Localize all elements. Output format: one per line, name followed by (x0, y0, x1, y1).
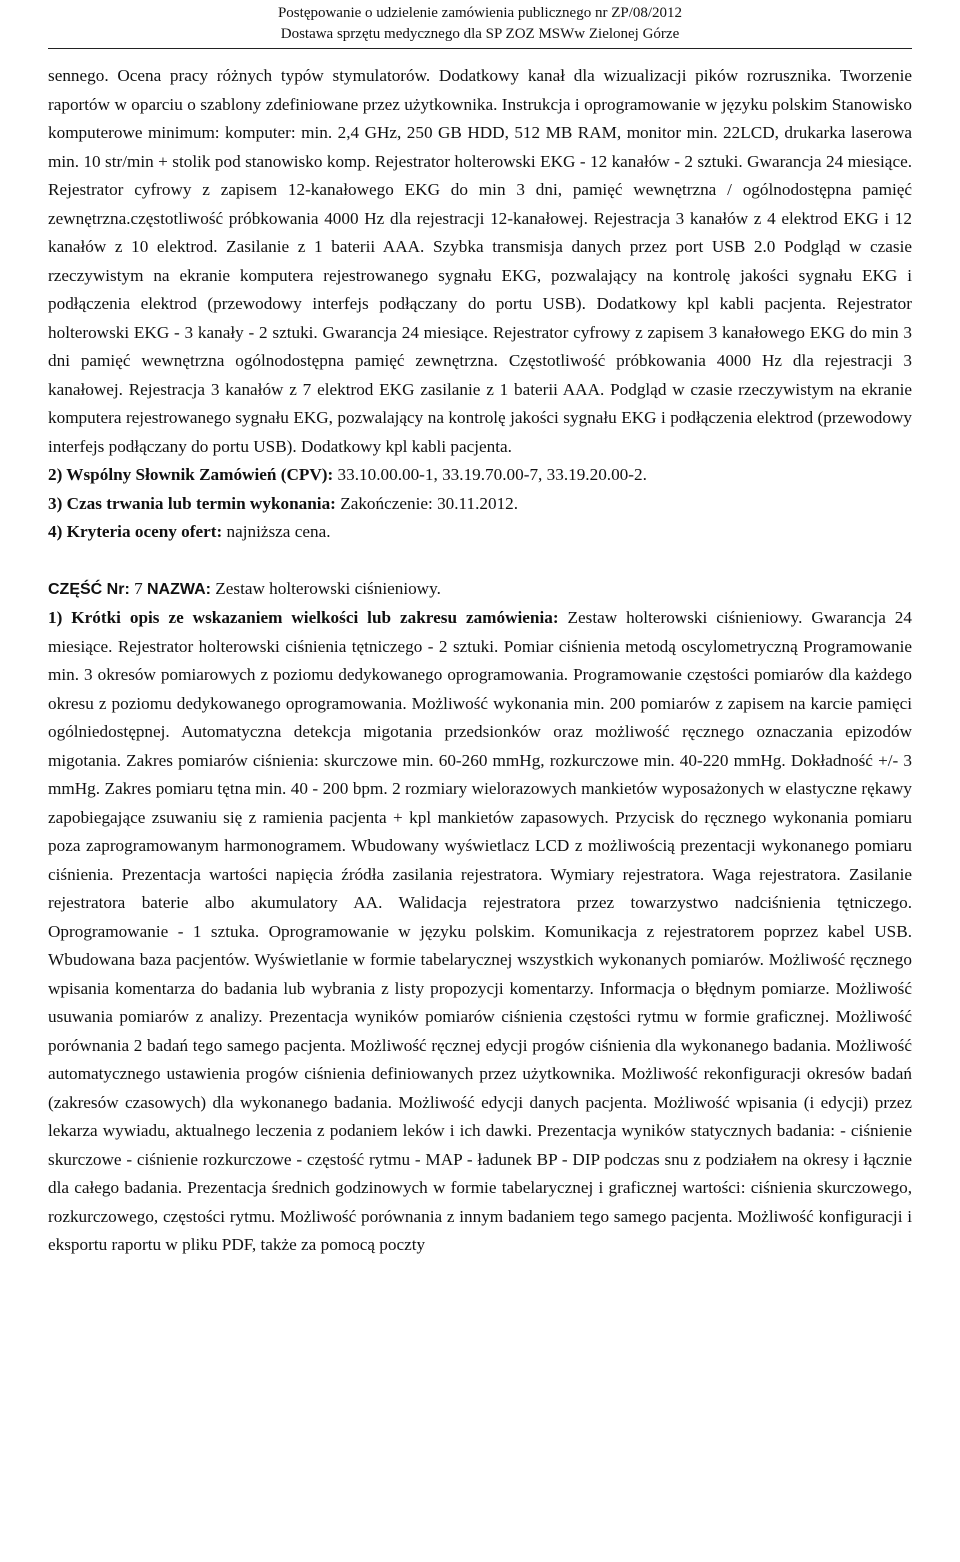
header-divider (48, 48, 912, 49)
short-description-label: 1) Krótki opis ze wskazaniem wielkości lub zakresu zamówienia: (48, 608, 559, 627)
deadline-item (48, 490, 912, 519)
cpv-item (48, 461, 912, 490)
cpv-label: 2) Wspólny Słownik Zamówień (CPV): (48, 465, 334, 484)
criteria-item (48, 518, 912, 547)
part-number-value: 7 (129, 578, 147, 598)
deadline-label: 3) Czas trwania lub termin wykonania: (48, 493, 336, 513)
part-number-label: CZĘŚĆ Nr: (48, 580, 130, 598)
document-body (48, 62, 912, 1260)
part-name-label: NAZWA: (146, 580, 211, 598)
criteria-value: najniższa cena. (222, 522, 331, 541)
part-heading (48, 575, 912, 605)
short-description-text: Zestaw holterowski ciśnieniowy. Gwarancja 24 miesiące. Rejestrator holterowski ciśnienia tętniczego - 2 sztuki. Pomiar ciśnienia metodą oscylometryczną Programowanie min. 3 okresów pomiarowych z poziomu dedykowanego oprogramowania. Programowanie częstości pomiarów dla każdego okresu z poziomu dedykowanego oprogramowania. Możliwość wykonania min. 200 pomiarów z zapisem na karcie pamięci ogólniedostępnej. Automatyczna detekcja migotania przedsionków oraz możliwość ręcznego oznaczania epizodów migotania. Zakres pomiarów ciśnienia: skurczowe min. 60-260 mmHg, rozkurczowe min. 40-220 mmHg. Dokładność +/- 3 mmHg. Zakres pomiaru tętna min. 40 - 200 bpm. 2 rozmiary wielorazowych mankietów wyposażonych w elastyczne rękawy zapobiegające zsuwaniu się z ramienia pacjenta + kpl mankietów zapasowych. Przycisk do ręcznego wykonania pomiaru poza zaprogramowanym harmonogramem. Wbudowany wyświetlacz LCD z możliwością prezentacji wykonanego pomiaru ciśnienia. Prezentacja wartości napięcia źródła zasilania rejestratora. Wymiary rejestratora. Waga rejestratora. Zasilanie rejestratora baterie albo akumulatory AA. Walidacja rejestratora przez towarzystwo nadciśnienia tętniczego. Oprogramowanie - 1 sztuka. Oprogramowanie w języku polskim. Komunikacja z rejestratorem poprzez kabel USB. Wbudowana baza pacjentów. Wyświetlanie w formie tabelarycznej wszystkich wykonanych pomiarów. Możliwość ręcznego wpisania komentarza do badania lub wybrania z listy propozycji komentarzy. Informacja o błędnym pomiarze. Możliwość usuwania pomiarów z analizy. Prezentacja wyników pomiarów ciśnienia częstości rytmu w formie graficznej. Możliwość porównania 2 badań tego samego pacjenta. Możliwość ręcznej edycji progów ciśnienia dla wykonanego badania. Możliwość automatycznego ustawienia progów ciśnienia definiowanych przez użytkownika. Możliwość rekonfiguracji okresów badań (zakresów czasowych) dla wykonanego badania. Możliwość edycji danych pacjenta. Możliwość wpisania (i edycji) przez lekarza wywiadu, aktualnego leczenia z podaniem leków i ich dawki. Prezentacja wyników statycznych badania: - ciśnienie skurczowe - ciśnienie rozkurczowe - częstość rytmu - MAP - ładunek BP - DIP podczas snu z podziałem na okresy i łącznie dla całego badania. Prezentacja średnich godzinowych w formie tabelarycznej i graficznej wartości: ciśnienia skurczowego, rozkurczowego, częstości rytmu. Możliwość porównania z innym badaniem tego samego pacjenta. Możliwość konfiguracji i eksportu raportu w pliku PDF, także za pomocą poczty (48, 608, 912, 1254)
continued-paragraph: sennego. Ocena pracy różnych typów stymulatorów. Dodatkowy kanał dla wizualizacji pików rozrusznika. Tworzenie raportów w oparciu o szablony zdefiniowane przez użytkownika. Instrukcja i oprogramowanie w języku polskim Stanowisko komputerowe minimum: komputer: min. 2,4 GHz, 250 GB HDD, 512 MB RAM, monitor min. 22LCD, drukarka laserowa min. 10 str/min + stolik pod stanowisko komp. Rejestrator holterowski EKG - 12 kanałów - 2 sztuki. Gwarancja 24 miesiące. Rejestrator cyfrowy z zapisem 12-kanałowego EKG do min 3 dni, pamięć wewnętrzna / ogólnodostępna pamięć zewnętrzna.częstotliwość próbkowania 4000 Hz dla rejestracji 12-kanałowej. Rejestracja 3 kanałów z 4 elektrod EKG i 12 kanałów z 10 elektrod. Zasilanie z 1 baterii AAA. Szybka transmisja danych przez port USB 2.0 Podgląd w czasie rzeczywistym na ekranie komputera rejestrowanego sygnału EKG, pozwalający na kontrolę jakości sygnału EKG i podłączenia elektrod (przewodowy interfejs podłączany do portu USB). Dodatkowy kpl kabli pacjenta. Rejestrator holterowski EKG - 3 kanały - 2 sztuki. Gwarancja 24 miesiące. Rejestrator cyfrowy z zapisem 3 kanałowego EKG do min 3 dni pamięć wewnętrzna ogólnodostępna pamięć zewnętrzna. Częstotliwość próbkowania 4000 Hz dla rejestracji 3 kanałowej. Rejestracja 3 kanałów z 7 elektrod EKG zasilanie z 1 baterii AAA. Podgląd w czasie rzeczywistym na ekranie komputera rejestrowanego sygnału EKG, pozwalający na kontrolę jakości sygnału EKG i podłączenia elektrod (przewodowy interfejs podłączany do portu USB). Dodatkowy kpl kabli pacjenta. (48, 66, 912, 456)
document-header (0, 0, 960, 45)
part-name-value: Zestaw holterowski ciśnieniowy. (210, 578, 441, 598)
header-subtitle-line: Dostawa sprzętu medycznego dla SP ZOZ MSWw Zielonej Górze (280, 26, 680, 42)
section-spacer (48, 547, 912, 575)
deadline-value: Zakończenie: 30.11.2012. (335, 493, 519, 513)
criteria-label: 4) Kryteria oceny ofert: (48, 522, 223, 541)
short-description-item (48, 604, 912, 1260)
header-title-line: Postępowanie o udzielenie zamówienia publicznego nr ZP/08/2012 (277, 5, 683, 21)
cpv-value: 33.10.00.00-1, 33.19.70.00-7, 33.19.20.00-2. (333, 465, 647, 484)
